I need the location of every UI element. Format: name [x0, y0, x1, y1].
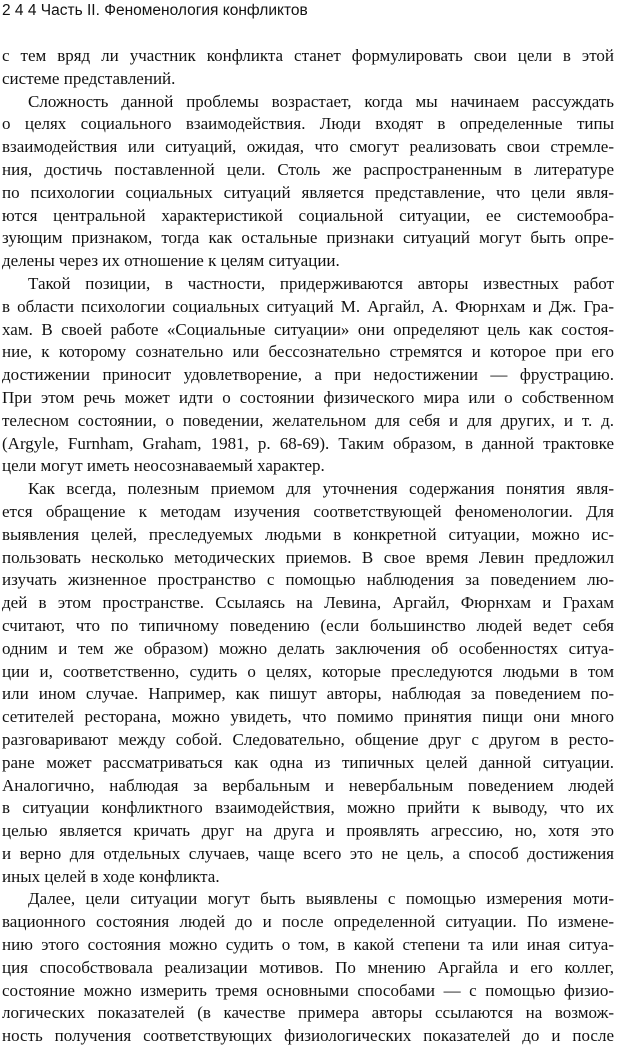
text-line: сетителей ресторана, можно увидеть, что помимо принятия пищи они много — [2, 707, 614, 727]
text-line: хам. В своей работе «Социальные ситуации» они определяют цель как состоя- — [2, 319, 614, 339]
text-line: пользовать несколько методических приемов. В свое время Левин предложил — [2, 547, 614, 567]
text-line: системе представлений. — [2, 68, 176, 88]
text-line: по психологии социальных ситуаций является представление, что цели явля- — [2, 182, 614, 202]
text-line: логических показателей (в качестве примера авторы ссылаются на возмож- — [2, 1003, 614, 1023]
text-line: изучать жизненное пространство с помощью наблюдения за поведением лю- — [2, 570, 614, 590]
text-line: целью является кричать друг на друга и проявлять агрессию, но, хотя это — [2, 821, 614, 841]
text-line: Аналогично, наблюдая за вербальным и невербальным поведением людей — [2, 775, 614, 795]
paragraph — [2, 273, 614, 478]
text-line: ние, к которому сознательно или бессознательно стремятся и которое при его — [2, 342, 614, 362]
text-line: выявления целей, преследуемых людьми в конкретной ситуации, можно ис- — [2, 524, 614, 544]
text-line: достижении приносит удовлетворение, а при недостижении — фрустрацию. — [2, 365, 614, 385]
text-line: ется обращение к методам изучения соответствующей феноменологии. Для — [2, 501, 614, 521]
paragraph — [2, 91, 614, 273]
text-line: делены через их отношение к целям ситуации. — [2, 251, 340, 271]
text-line: в области психологии социальных ситуаций М. Аргайл, А. Фюрнхам и Дж. Гра- — [2, 296, 614, 316]
text-line: телесном состоянии, о поведении, желательном для себя и для других, и т. д. — [2, 410, 614, 430]
text-line: разговаривают между собой. Следовательно, общение друг с другом в ресто- — [2, 729, 614, 749]
text-line: ния, достичь поставленной цели. Столь же распространенным в литературе — [2, 159, 614, 179]
text-line: ции и, соответственно, судить о целях, которые преследуются людьми в том — [2, 661, 614, 681]
text-line: цели могут иметь неосознаваемый характер. — [2, 456, 325, 476]
body-text — [2, 45, 614, 1048]
text-line: взаимодействия или ситуаций, ожидая, что смогут реализовать свои стремле- — [2, 137, 614, 157]
text-line: иных целей в ходе конфликта. — [2, 866, 220, 886]
text-line: с тем вряд ли участник конфликта станет формулировать свои цели в этой — [2, 46, 614, 65]
text-line: (Argyle, Furnham, Graham, 1981, p. 68-69). Таким образом, в данной трактовке — [2, 433, 614, 453]
text-line: При этом речь может идти о состоянии физического мира или о собственном — [2, 387, 614, 407]
text-line: дей в этом пространстве. Ссылаясь на Левина, Аргайл, Фюрнхам и Грахам — [2, 593, 614, 613]
text-line: вационного состояния людей до и после определенной ситуации. По измене- — [2, 912, 614, 932]
text-line: ция способствовала реализации мотивов. По мнению Аргайла и его коллег, — [2, 957, 614, 977]
paragraph — [2, 45, 614, 91]
text-line: зующим признаком, тогда как остальные признаки ситуаций могут быть опре- — [2, 228, 614, 248]
text-line: состояние можно измерить тремя основными способами — с помощью физио- — [2, 980, 614, 1000]
text-line: Как всегда, полезным приемом для уточнения содержания понятия явля- — [28, 479, 614, 499]
text-line: одним и тем же образом) можно делать заключения об особенностях ситуа- — [2, 638, 614, 658]
text-line: ране может рассматриваться как одна из типичных целей данной ситуации. — [2, 752, 614, 772]
text-line: Сложность данной проблемы возрастает, когда мы начинаем рассуждать — [28, 91, 614, 111]
text-line: ются центральной характеристикой социальной ситуации, ее системообра- — [2, 205, 614, 225]
text-line: Далее, цели ситуации могут быть выявлены с помощью измерения моти- — [28, 889, 614, 909]
paragraph — [2, 478, 614, 888]
text-line: в ситуации конфликтного взаимодействия, можно прийти к выводу, что их — [2, 798, 614, 818]
paragraph — [2, 888, 614, 1048]
text-line: или ином случае. Например, как пишут авторы, наблюдая за поведением по- — [2, 684, 614, 704]
running-header: 2 4 4 Часть II. Феноменология конфликтов — [2, 2, 308, 19]
text-line: нию этого состояния можно судить о том, в какой степени та или иная ситуа- — [2, 935, 614, 955]
text-line: о целях социального взаимодействия. Люди входят в определенные типы — [2, 114, 614, 134]
text-line: ность получения соответствующих физиологических показателей до и после — [2, 1026, 614, 1046]
text-line: и верно для отдельных случаев, чаще всего это не цель, а способ достижения — [2, 843, 614, 863]
text-line: считают, что по типичному поведению (если большинство людей ведет себя — [2, 615, 614, 635]
text-line: Такой позиции, в частности, придерживаются авторы известных работ — [28, 273, 614, 293]
